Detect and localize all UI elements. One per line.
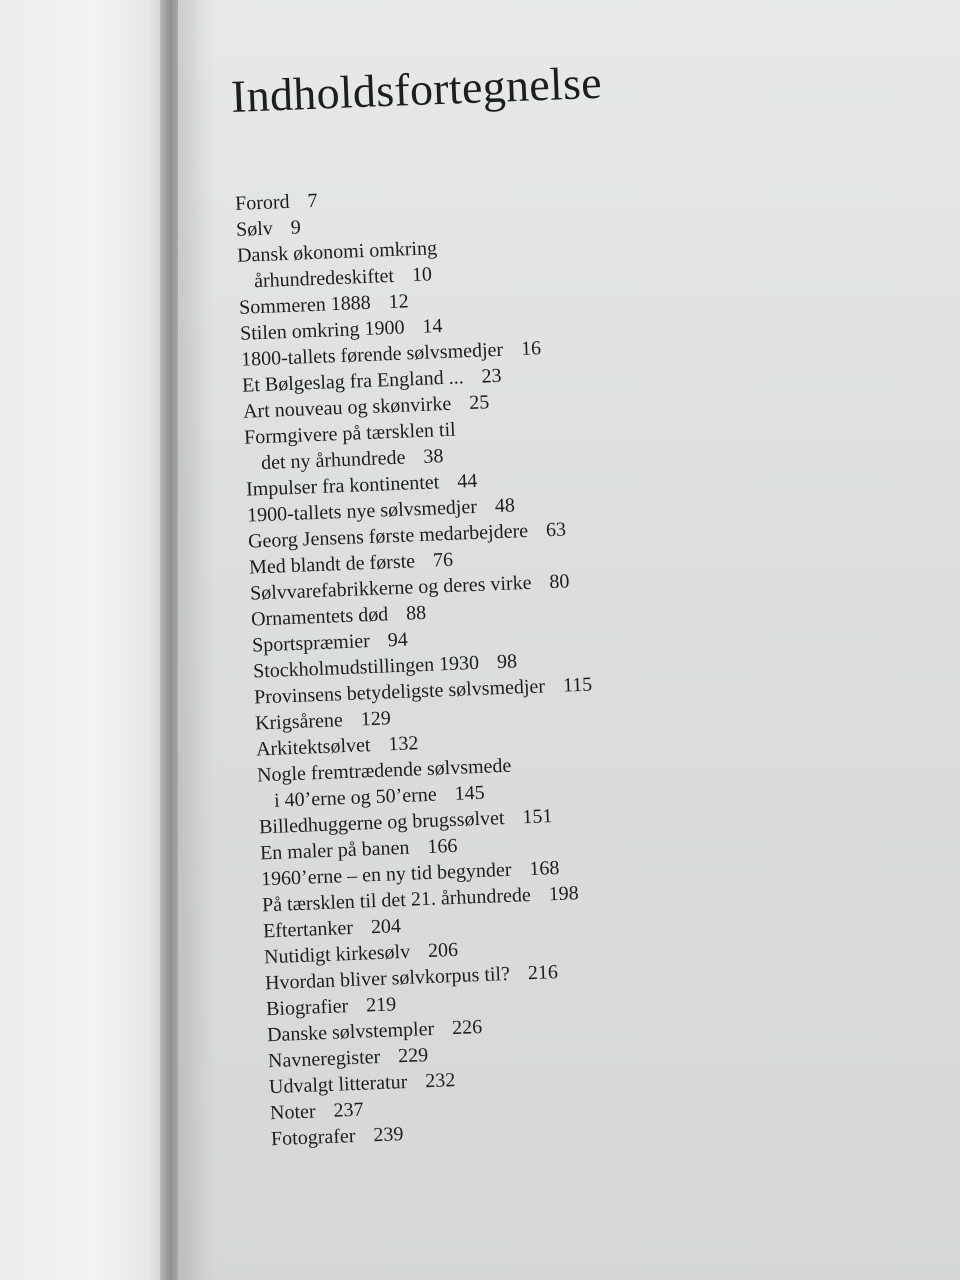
- toc-page-number: 232: [424, 1069, 456, 1093]
- toc-entry-title: Danske sølvstempler: [266, 1017, 435, 1047]
- table-of-contents: [235, 168, 871, 1152]
- toc-entry-title: Arkitektsølvet: [255, 734, 371, 761]
- toc-page-number: 44: [456, 469, 478, 493]
- toc-page-number: 14: [422, 315, 443, 338]
- toc-entry-title: Nutidigt kirkesølv: [263, 940, 411, 969]
- toc-page-number: 129: [360, 707, 392, 731]
- toc-page-number: 63: [545, 518, 567, 542]
- toc-page-number: 98: [496, 650, 518, 674]
- toc-page-number: 226: [451, 1016, 483, 1040]
- toc-entry-title-continued: århundredeskiftet: [253, 264, 395, 293]
- toc-entry-title: Krigsårene: [254, 709, 344, 735]
- toc-page-number: 94: [387, 628, 409, 652]
- page-title: Indholdsfortegnelse: [230, 56, 603, 122]
- toc-entry-title: Ornamentets død: [250, 603, 389, 631]
- toc-entry-title: Med blandt de første: [248, 550, 416, 579]
- toc-entry-title: 1800-tallets førende sølvsmedjer: [240, 338, 504, 371]
- toc-entry-title: En maler på banen: [259, 836, 410, 865]
- toc-page-number: 229: [397, 1044, 429, 1068]
- toc-page-number: 166: [426, 834, 458, 858]
- toc-entry-title: 1900-tallets nye sølvsmedjer: [246, 495, 478, 527]
- toc-page-number: 76: [432, 548, 454, 572]
- toc-page-number: 48: [494, 494, 516, 518]
- toc-page-number: 7: [307, 189, 318, 213]
- toc-page-number: 25: [468, 391, 490, 415]
- toc-page-number: 115: [562, 673, 593, 697]
- toc-entry-title: Nogle fremtrædende sølvsmede: [256, 754, 512, 787]
- toc-entry-title: Noter: [269, 1100, 317, 1125]
- toc-page-number: 216: [527, 961, 559, 985]
- toc-entry-title-continued: i 40’erne og 50’erne: [273, 783, 438, 812]
- toc-entry-title: På tærsklen til det 21. århundrede: [261, 884, 532, 917]
- toc-page-number: 23: [481, 364, 502, 388]
- toc-page-number: 12: [388, 290, 410, 314]
- toc-page-number: 80: [549, 570, 570, 594]
- toc-page-number: 88: [405, 601, 427, 625]
- toc-page-number: 237: [333, 1098, 364, 1122]
- toc-page-number: 204: [370, 915, 402, 939]
- toc-page-number: 9: [290, 216, 302, 239]
- toc-page-content: [230, 47, 871, 1152]
- toc-page-number: 145: [454, 781, 486, 805]
- toc-entry-title: 1960’erne – en ny tid begynder: [260, 858, 512, 891]
- left-page: [0, 0, 170, 1280]
- toc-entry-title: Stockholmudstillingen 1930: [252, 651, 480, 683]
- toc-entry-title: Et Bølgeslag fra England ...: [241, 366, 465, 397]
- toc-entry-title: Dansk økonomi omkring: [236, 237, 438, 267]
- toc-entry-title: Hvordan bliver sølvkorpus til?: [264, 962, 511, 995]
- toc-page-number: 206: [427, 938, 459, 963]
- toc-page-number: 219: [365, 993, 397, 1017]
- toc-entry-title: Formgivere på tærsklen til: [243, 418, 457, 449]
- toc-entry-title: Udvalgt litteratur: [268, 1070, 408, 1099]
- toc-entry-title: Art nouveau og skønvirke: [242, 392, 452, 423]
- toc-page-number: 132: [388, 732, 419, 756]
- toc-entry-title: Sølv: [235, 217, 274, 241]
- toc-entry-title: Georg Jensens første medarbejdere: [247, 519, 529, 553]
- toc-entry-title: Billedhuggerne og brugssølvet: [258, 807, 505, 839]
- toc-entry-title: Eftertanker: [262, 916, 354, 943]
- toc-entry-title: Biografier: [265, 995, 349, 1021]
- toc-entry-title: Forord: [234, 190, 290, 215]
- toc-entry-title: Stilen omkring 1900: [239, 316, 405, 345]
- toc-page-number: 198: [548, 882, 580, 906]
- toc-entry-title: Fotografer: [270, 1124, 356, 1151]
- toc-entry-title: Navneregister: [267, 1045, 381, 1073]
- toc-page-number: 38: [422, 445, 444, 468]
- toc-page-number: 168: [528, 856, 560, 881]
- toc-page-number: 239: [372, 1123, 404, 1147]
- toc-entry-title-continued: det ny århundrede: [260, 446, 406, 475]
- toc-entry-title: Sommeren 1888: [238, 291, 372, 319]
- toc-page-number: 10: [411, 263, 433, 287]
- toc-entry-title: Impulser fra kontinentet: [245, 471, 440, 501]
- toc-entry-title: Sportspræmier: [251, 630, 371, 657]
- toc-page-number: 16: [520, 337, 542, 361]
- toc-entry-title: Sølvvarefabrikkerne og deres virke: [249, 571, 532, 605]
- toc-page-number: 151: [522, 805, 553, 829]
- toc-entry-title: Provinsens betydeligste sølvsmedjer: [253, 675, 546, 709]
